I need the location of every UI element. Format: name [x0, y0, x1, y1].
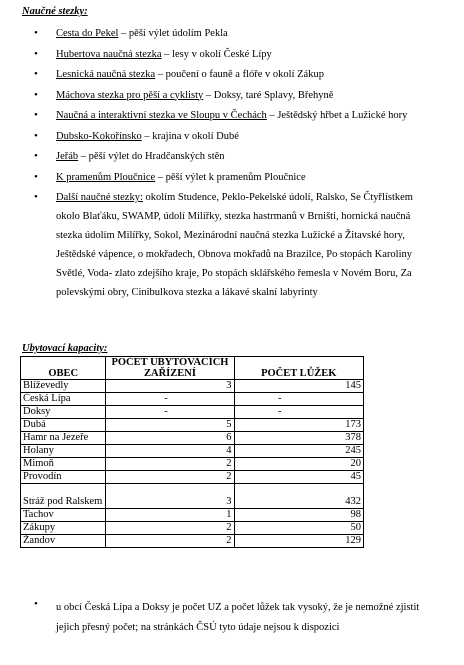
list-item	[0, 65, 464, 84]
cell-obec: Hamr na Jezeře	[21, 432, 106, 445]
cell-obec: Provodín	[21, 471, 106, 484]
cell-obec: Dubá	[21, 419, 106, 432]
lodging-table	[20, 356, 364, 548]
cell-facilities: 1	[106, 509, 234, 522]
trail-link-jerab[interactable]: Jeřáb	[56, 151, 79, 162]
bullet-icon: •	[34, 47, 38, 60]
table-row	[21, 419, 364, 432]
list-item	[0, 45, 464, 64]
cell-facilities: 3	[106, 484, 234, 509]
trail-link-sloup[interactable]: Naučná a interaktivní stezka ve Sloupu v Čechách	[56, 110, 267, 121]
cell-beds: 45	[234, 471, 363, 484]
footnote-text: u obcí Česká Lípa a Doksy je počet UZ a počet lůžek tak vysoký, že je nemožné zjistit jejich přesný počet; na stránkách ČSÚ tyto údaje nejsou k dispozici	[56, 602, 420, 633]
list-item	[0, 127, 464, 146]
list-item	[0, 106, 464, 125]
table-row	[21, 509, 364, 522]
bullet-icon: •	[34, 88, 38, 101]
list-item	[0, 86, 464, 105]
trail-description: – pěší výlet k pramenům Ploučnice	[155, 171, 306, 183]
trail-description: – Doksy, taré Splavy, Břehyně	[203, 89, 334, 101]
column-header-facilities: POČET UBYTOVACÍCH ZAŘÍZENÍ	[106, 357, 234, 380]
column-header-beds: POČET LŮŽEK	[234, 357, 363, 380]
table-row	[21, 522, 364, 535]
cell-obec: Mimoň	[21, 458, 106, 471]
cell-obec: Česká Lípa	[21, 393, 106, 406]
table-row	[21, 458, 364, 471]
trail-description: – krajina v okolí Dubé	[141, 130, 239, 142]
cell-facilities: 2	[106, 522, 234, 535]
bullet-icon: •	[34, 68, 38, 80]
cell-facilities: 3	[106, 380, 234, 393]
cell-beds: 173	[234, 419, 363, 432]
cell-beds: -	[234, 406, 363, 419]
table-row	[21, 471, 364, 484]
list-item	[0, 24, 464, 43]
bullet-icon: •	[34, 170, 38, 183]
trail-link-dalsi[interactable]: Další naučné stezky:	[56, 192, 143, 203]
cell-beds: 50	[234, 522, 363, 535]
column-header-obec: OBEC	[21, 357, 106, 380]
trail-link-machova[interactable]: Máchova stezka pro pěší a cyklisty	[56, 89, 204, 101]
bullet-icon: •	[34, 27, 38, 39]
bullet-icon: •	[34, 150, 38, 162]
trail-link-lesnicka[interactable]: Lesnická naučná stezka	[56, 69, 156, 80]
bullet-icon: •	[34, 191, 38, 203]
cell-obec: Holany	[21, 445, 106, 458]
trail-description: – Ještědský hřbet a Lužické hory	[266, 110, 408, 121]
cell-beds: 145	[234, 380, 363, 393]
cell-beds: 432	[234, 484, 363, 509]
bullet-icon: •	[34, 598, 38, 610]
trail-link-hubertova[interactable]: Hubertova naučná stezka	[56, 48, 162, 60]
trails-list	[0, 24, 464, 304]
cell-facilities: 5	[106, 419, 234, 432]
cell-facilities: 2	[106, 458, 234, 471]
cell-obec: Zákupy	[21, 522, 106, 535]
cell-beds: -	[234, 393, 363, 406]
trails-heading: Naučné stezky:	[22, 6, 88, 17]
cell-obec: Blíževedly	[21, 380, 106, 393]
footnote	[0, 598, 464, 638]
trail-link-dubsko[interactable]: Dubsko-Kokořínsko	[56, 130, 142, 142]
list-item	[0, 168, 464, 187]
lodging-heading: Ubytovací kapacity:	[22, 343, 108, 354]
cell-facilities: 6	[106, 432, 234, 445]
table-row	[21, 432, 364, 445]
cell-beds: 98	[234, 509, 363, 522]
cell-facilities: 4	[106, 445, 234, 458]
table-row	[21, 535, 364, 548]
list-item	[0, 188, 464, 302]
cell-beds: 378	[234, 432, 363, 445]
cell-beds: 20	[234, 458, 363, 471]
table-header-row	[21, 357, 364, 380]
trail-link-cesta-do-pekel[interactable]: Cesta do Pekel	[56, 28, 119, 39]
cell-facilities: -	[106, 406, 234, 419]
cell-obec: Tachov	[21, 509, 106, 522]
trail-description: – lesy v okolí České Lípy	[161, 48, 272, 60]
cell-obec: Žandov	[21, 535, 106, 548]
trail-description: – pěší výlet do Hradčanských stěn	[78, 151, 225, 162]
cell-beds: 129	[234, 535, 363, 548]
cell-obec: Stráž pod Ralskem	[21, 484, 106, 509]
bullet-icon: •	[34, 109, 38, 121]
cell-facilities: -	[106, 393, 234, 406]
bullet-icon: •	[34, 129, 38, 142]
cell-facilities: 2	[106, 535, 234, 548]
cell-beds: 245	[234, 445, 363, 458]
table-row	[21, 380, 364, 393]
table-row	[21, 393, 364, 406]
trail-description: – pěší výlet údolím Pekla	[118, 28, 228, 39]
trail-description: – poučení o fauně a flóře v okolí Zákup	[155, 69, 324, 80]
list-item	[0, 147, 464, 166]
trail-description: okolím Studence, Peklo-Pekelské údolí, Ralsko, Se Čtyřlístkem okolo Blaťáku, SWAMP, údolí Milířky, stezka hastrmanů v Brništi, hornická naučná stezka údolím Milířky, Sokol, Mezinárodní naučná stezka Lužické a Žitavské hory, Ještědské vápence, o mokřadech, Obnova mokřadů na Brazilce, Po stopách Karoliny Světlé, Voda- zlato zdejšího kraje, Po stopách sklářského řemesla v Novém Boru, Za polevskými obry, Cinibulkova stezka a lákavé skalní labyrinty	[56, 192, 413, 298]
table-row	[21, 406, 364, 419]
cell-obec: Doksy	[21, 406, 106, 419]
cell-facilities: 2	[106, 471, 234, 484]
trail-link-ploucnice[interactable]: K pramenům Ploučnice	[56, 171, 156, 183]
table-row	[21, 484, 364, 509]
table-row	[21, 445, 364, 458]
